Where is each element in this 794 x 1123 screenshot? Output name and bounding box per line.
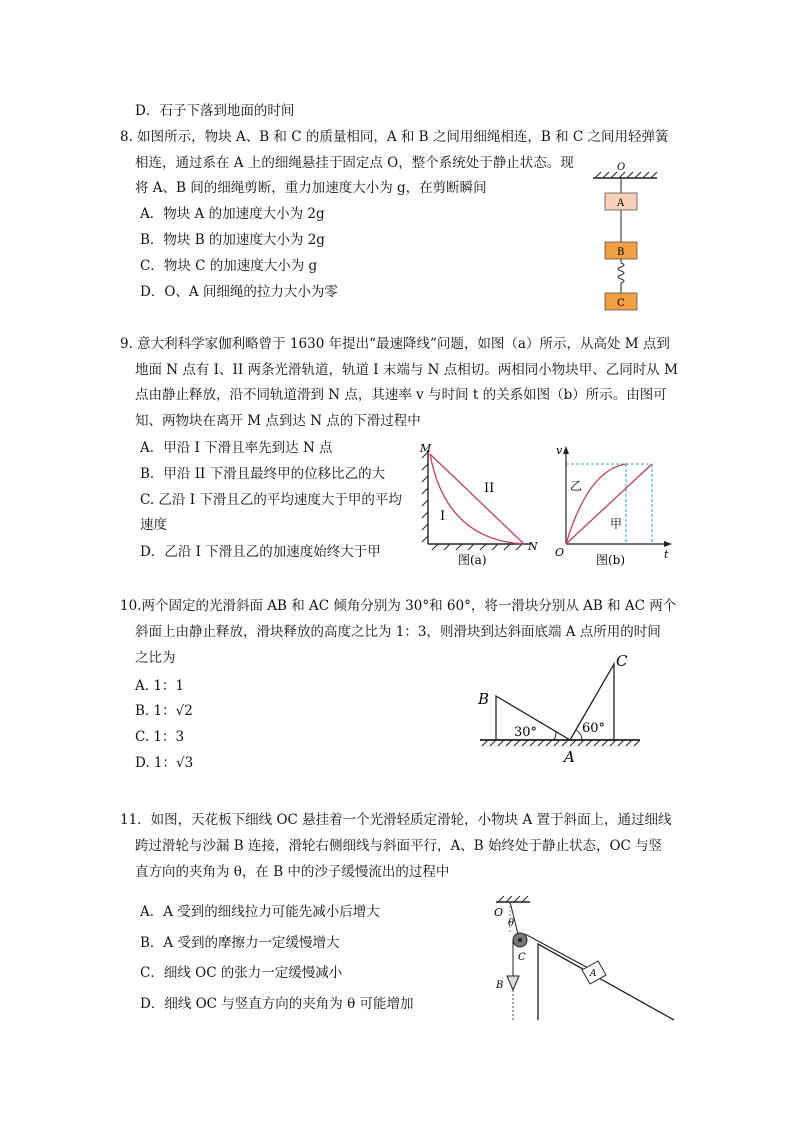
q8-option-a: A．物块 A 的加速度大小为 2g — [140, 206, 325, 222]
q10-option-d: D. 1：√3 — [135, 755, 194, 771]
q10-stem-line3: 之比为 — [135, 650, 176, 666]
q8-stem-line3: 将 A、B 间的细绳剪断，重力加速度大小为 g，在剪断瞬间 — [135, 180, 487, 196]
label-n: N — [528, 540, 538, 553]
q10-option-b: B. 1：√2 — [135, 703, 193, 719]
q10-figure — [468, 648, 648, 766]
ground-hatch — [480, 740, 640, 746]
ceiling-hatch-11 — [496, 896, 530, 902]
label-o-11: O — [494, 906, 504, 919]
q9-option-c-cont: 速度 — [140, 517, 167, 533]
label-a: A — [564, 748, 575, 766]
q10-stem-line1: 10.两个固定的光滑斜面 AB 和 AC 倾角分别为 30°和 60°，将一滑块分别从 AB 和 AC 两个 — [120, 598, 677, 614]
q8-stem-line2: 相连，通过系在 A 上的细绳悬挂于固定点 O，整个系统处于静止状态。现 — [135, 155, 574, 171]
q9-stem-line4: 知、两物块在离开 M 点到达 N 点的下滑过程中 — [135, 413, 421, 429]
q10-option-c: C. 1：3 — [135, 729, 185, 745]
incline-surface — [538, 944, 674, 1020]
curve-yi — [566, 464, 626, 544]
label-track-i: I — [440, 509, 446, 524]
label-b: B — [478, 690, 490, 708]
label-b-11: B — [496, 980, 504, 991]
label-t: t — [664, 548, 669, 561]
block-a-label: A — [617, 198, 625, 209]
q8-option-c: C．物块 C 的加速度大小为 g — [140, 258, 318, 274]
label-c-11: C — [518, 952, 526, 963]
label-theta: θ — [508, 918, 515, 929]
q11-option-c: C．细线 OC 的张力一定缓慢减小 — [140, 965, 343, 981]
q8-stem-line1: 8. 如图所示，物块 A、B 和 C 的质量相同，A 和 B 之间用细绳相连，B 和 C 之间用轻弹簧 — [120, 129, 669, 145]
block-b-label: B — [617, 247, 625, 258]
curve-jia — [566, 464, 652, 544]
label-a-11: A — [590, 969, 597, 979]
angle-30: 30° — [514, 725, 538, 740]
q9-option-b: B．甲沿 II 下滑且最终甲的位移比乙的大 — [140, 466, 386, 482]
q9-stem-line1: 9. 意大利科学家伽利略曾于 1630 年提出“最速降线”问题，如图（a）所示，从高处 M 点到 — [120, 336, 670, 352]
spring — [618, 259, 624, 293]
q9-stem-line2: 地面 N 点有 I、II 两条光滑轨道，轨道 I 末端与 N 点相切。两相同小物块甲、乙同时从 M — [135, 362, 678, 378]
q9-option-d: D．乙沿 I 下滑且乙的加速度始终大于甲 — [140, 544, 381, 560]
label-jia: 甲 — [610, 517, 623, 531]
q7-option-d: D．石子下落到地面的时间 — [135, 103, 295, 119]
q8-option-d: D．O、A 间细绳的拉力大小为零 — [140, 284, 338, 300]
caption-a: 图(a) — [458, 553, 487, 567]
q11-option-b: B．A 受到的摩擦力一定缓慢增大 — [140, 935, 340, 951]
q8-option-b: B．物块 B 的加速度大小为 2g — [140, 232, 325, 248]
q8-label-o: O — [617, 162, 626, 173]
label-yi: 乙 — [570, 479, 583, 493]
label-origin: O — [555, 546, 565, 559]
q8-figure — [585, 158, 675, 313]
q9-stem-line3: 点由静止释放，沿不同轨道滑到 N 点，其速率 v 与时间 t 的关系如图（b）所示。由图可 — [135, 387, 667, 403]
caption-b: 图(b) — [596, 553, 626, 567]
q11-stem-line3: 直方向的夹角为 θ，在 B 中的沙子缓慢流出的过程中 — [135, 864, 450, 880]
block-c-label: C — [617, 298, 625, 309]
q9-option-a: A．甲沿 I 下滑且率先到达 N 点 — [140, 440, 333, 456]
q9-figure-a — [418, 440, 548, 568]
q10-stem-line2: 斜面上由静止释放，滑块释放的高度之比为 1：3，则滑块到达斜面底端 A 点所用的时间 — [135, 624, 661, 640]
q9-option-c: C. 乙沿 I 下滑且乙的平均速度大于甲的平均 — [140, 492, 402, 508]
q9-figure-b — [552, 440, 682, 568]
string-to-a — [525, 934, 590, 969]
q11-figure — [486, 892, 676, 1024]
q11-stem-line2: 跨过滑轮与沙漏 B 连接，滑轮右侧细线与斜面平行，A、B 始终处于静止状态，OC 与竖 — [135, 838, 663, 854]
label-v: v — [556, 444, 563, 457]
sand-funnel-b — [507, 976, 519, 990]
q11-stem-line1: 11．如图，天花板下细线 OC 悬挂着一个光滑轻质定滑轮，小物块 A 置于斜面上，通过细线 — [120, 812, 672, 828]
label-c: C — [616, 652, 628, 670]
label-m: M — [420, 442, 432, 455]
q11-option-d: D．细线 OC 与竖直方向的夹角为 θ 可能增加 — [140, 996, 414, 1012]
q11-option-a: A．A 受到的细线拉力可能先减小后增大 — [140, 904, 380, 920]
q10-option-a: A. 1：1 — [135, 678, 185, 694]
label-track-ii: II — [484, 481, 495, 496]
angle-60: 60° — [582, 721, 606, 736]
